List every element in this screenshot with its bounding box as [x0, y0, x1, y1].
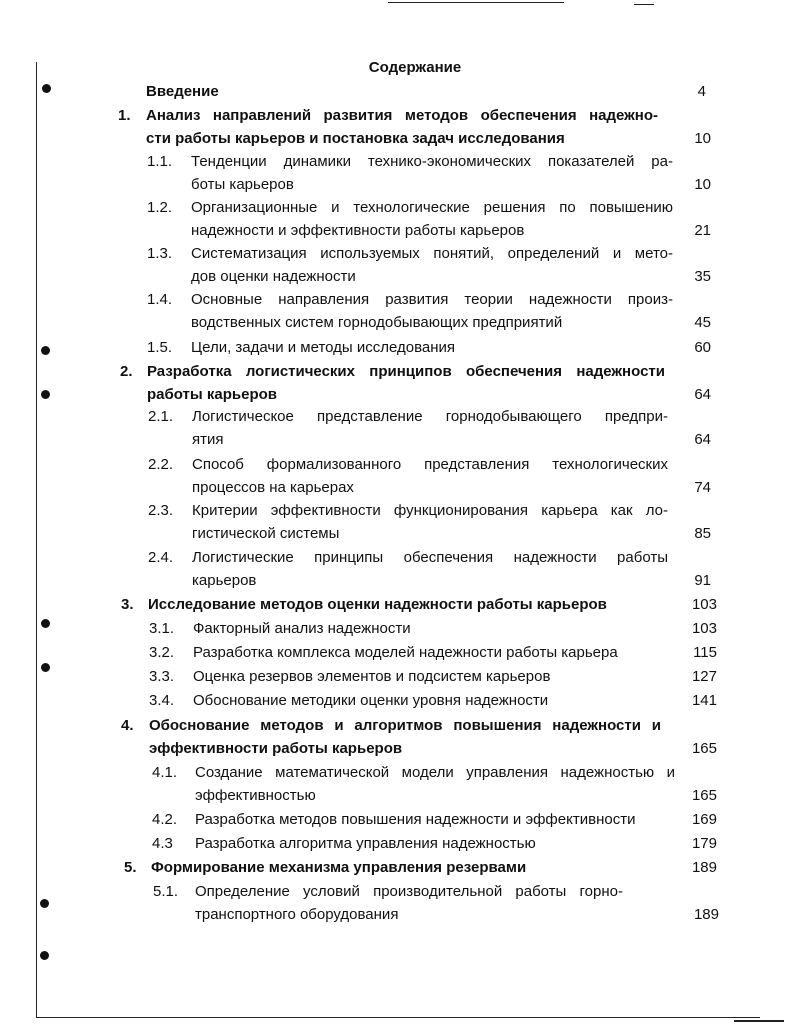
toc-subsection-title [191, 242, 673, 288]
toc-subsection-number: 4.1. [152, 764, 178, 781]
toc-subsection-title-line: карьеров [192, 572, 257, 589]
toc-intro-label: Введение [146, 83, 219, 100]
toc-subsection-title-line: Систематизация используемых понятий, определений и мето- [191, 245, 673, 262]
toc-subsection-title [195, 880, 623, 926]
toc-subsection-number: 1.5. [147, 339, 173, 356]
toc-section-title [148, 593, 648, 616]
toc-subsection-page: 115 [693, 644, 717, 661]
scan-line-bottom-right [734, 1020, 784, 1022]
toc-intro-page: 4 [697, 83, 706, 100]
binder-hole-7 [40, 951, 49, 960]
toc-section-title [149, 714, 661, 760]
toc-subsection-title-line: водственных систем горнодобывающих предприятий [191, 314, 563, 331]
toc-subsection-title-line: Определение условий производительной работы горно- [195, 883, 623, 900]
toc-subsection-title [195, 761, 675, 807]
toc-subsection-number: 2.2. [148, 456, 174, 473]
toc-section-page: 189 [691, 859, 717, 876]
toc-subsection-number: 1.4. [147, 291, 173, 308]
scan-line-top [388, 2, 564, 3]
toc-subsection-number: 2.4. [148, 549, 174, 566]
toc-subsection-page: 141 [691, 692, 717, 709]
toc-section-number: 3. [121, 596, 134, 613]
toc-subsection-title-line: транспортного оборудования [195, 906, 399, 923]
toc-subsection-title-line: Обоснование методики оценки уровня надежности [193, 692, 549, 709]
toc-section-title-line: Обоснование методов и алгоритмов повышения надежности и [149, 717, 661, 734]
toc-subsection-number: 2.1. [148, 408, 174, 425]
toc-subsection-page: 189 [693, 906, 719, 923]
toc-subsection-title [191, 288, 673, 334]
toc-subsection-page: 64 [694, 431, 711, 448]
toc-subsection-page: 10 [694, 176, 711, 193]
toc-subsection-number: 1.3. [147, 245, 173, 262]
toc-subsection-page: 127 [691, 668, 717, 685]
toc-subsection-title-line: Тенденции динамики технико-экономических показателей ра- [191, 153, 673, 170]
toc-subsection-page: 179 [691, 835, 717, 852]
toc-subsection-page: 91 [694, 572, 711, 589]
binder-hole-6 [40, 899, 49, 908]
toc-section-page: 103 [691, 596, 717, 613]
toc-subsection-page: 35 [694, 268, 711, 285]
toc-section-number: 5. [124, 859, 137, 876]
toc-subsection-title [192, 405, 668, 451]
toc-subsection-title-line: Основные направления развития теории надежности произ- [191, 291, 673, 308]
toc-subsection-title-line: Критерии эффективности функционирования карьера как ло- [192, 502, 668, 519]
toc-subsection-title [191, 196, 673, 242]
toc-subsection-title-line: Разработка методов повышения надежности и эффективности [195, 811, 636, 828]
toc-subsection-title-line: процессов на карьерах [192, 479, 354, 496]
toc-subsection-number: 4.2. [152, 811, 178, 828]
toc-subsection-title [193, 617, 669, 640]
toc-section-page: 10 [694, 130, 711, 147]
toc-subsection-title [192, 546, 668, 592]
toc-subsection-title-line: Разработка комплекса моделей надежности работы карьера [193, 644, 618, 661]
toc-subsection-page: 45 [694, 314, 711, 331]
toc-subsection-title-line: боты карьеров [191, 176, 294, 193]
toc-subsection-page: 74 [694, 479, 711, 496]
toc-subsection-title-line: Логистическое представление горнодобывающего предпри- [192, 408, 668, 425]
toc-subsection-title [191, 336, 673, 359]
toc-subsection-number: 3.3. [149, 668, 175, 685]
toc-subsection-title-line: надежности и эффективности работы карьеров [191, 222, 525, 239]
toc-subsection-number: 5.1. [153, 883, 179, 900]
toc-section-title-line: Анализ направлений развития методов обеспечения надежно- [146, 107, 658, 124]
toc-subsection-title [192, 453, 668, 499]
scan-line-bottom [36, 1017, 760, 1018]
binder-hole-5 [41, 663, 50, 672]
toc-subsection-title-line: дов оценки надежности [191, 268, 356, 285]
toc-subsection-title [195, 808, 675, 831]
toc-section-page: 165 [691, 740, 717, 757]
toc-subsection-page: 60 [694, 339, 711, 356]
toc-section-title-line: Разработка логистических принципов обеспечения надежности [147, 363, 665, 380]
scan-line-left [36, 62, 37, 1018]
scan-line-top-right [634, 4, 654, 5]
toc-section-title-line: Формирование механизма управления резервами [151, 859, 527, 876]
toc-section-title-line: работы карьеров [147, 386, 278, 403]
binder-hole-4 [41, 619, 50, 628]
toc-subsection-number: 3.4. [149, 692, 175, 709]
toc-subsection-number: 1.1. [147, 153, 173, 170]
toc-section-number: 4. [121, 717, 134, 734]
binder-hole-2 [41, 346, 50, 355]
toc-subsection-title-line: Факторный анализ надежности [193, 620, 411, 637]
binder-hole-3 [41, 390, 50, 399]
toc-section-title [146, 104, 658, 150]
toc-subsection-title-line: эффективностью [195, 787, 316, 804]
toc-subsection-title [193, 689, 669, 712]
toc-section-title-line: сти работы карьеров и постановка задач исследования [146, 130, 565, 147]
toc-section-title-line: эффективности работы карьеров [149, 740, 403, 757]
toc-section-title-line: Исследование методов оценки надежности работы карьеров [148, 596, 607, 613]
toc-subsection-title-line: Цели, задачи и методы исследования [191, 339, 456, 356]
toc-subsection-title-line: Создание математической модели управления надежностью и [195, 764, 675, 781]
toc-subsection-page: 21 [694, 222, 711, 239]
toc-subsection-title-line: Разработка алгоритма управления надежностью [195, 835, 536, 852]
toc-section-number: 1. [118, 107, 131, 124]
toc-subsection-number: 3.2. [149, 644, 175, 661]
toc-subsection-title-line: Оценка резервов элементов и подсистем карьеров [193, 668, 551, 685]
toc-subsection-title [191, 150, 673, 196]
page-title: Содержание [368, 59, 462, 76]
toc-subsection-title-line: Способ формализованного представления технологических [192, 456, 668, 473]
toc-subsection-number: 4.3 [152, 835, 173, 852]
toc-subsection-page: 165 [691, 787, 717, 804]
toc-subsection-page: 169 [691, 811, 717, 828]
toc-subsection-title-line: гистической системы [192, 525, 340, 542]
toc-subsection-title-line: Логистические принципы обеспечения надежности работы [192, 549, 668, 566]
toc-subsection-number: 1.2. [147, 199, 173, 216]
toc-subsection-title [195, 832, 675, 855]
toc-subsection-title-line: ятия [192, 431, 224, 448]
toc-subsection-title [193, 665, 669, 688]
toc-section-page: 64 [694, 386, 711, 403]
toc-subsection-title [193, 641, 669, 664]
toc-subsection-page: 85 [694, 525, 711, 542]
toc-section-title [151, 856, 611, 879]
toc-subsection-title-line: Организационные и технологические решения по повышению [191, 199, 673, 216]
toc-subsection-number: 2.3. [148, 502, 174, 519]
toc-section-number: 2. [120, 363, 133, 380]
toc-subsection-page: 103 [691, 620, 717, 637]
toc-subsection-number: 3.1. [149, 620, 175, 637]
toc-section-title [147, 360, 665, 406]
binder-hole-1 [42, 84, 51, 93]
toc-subsection-title [192, 499, 668, 545]
